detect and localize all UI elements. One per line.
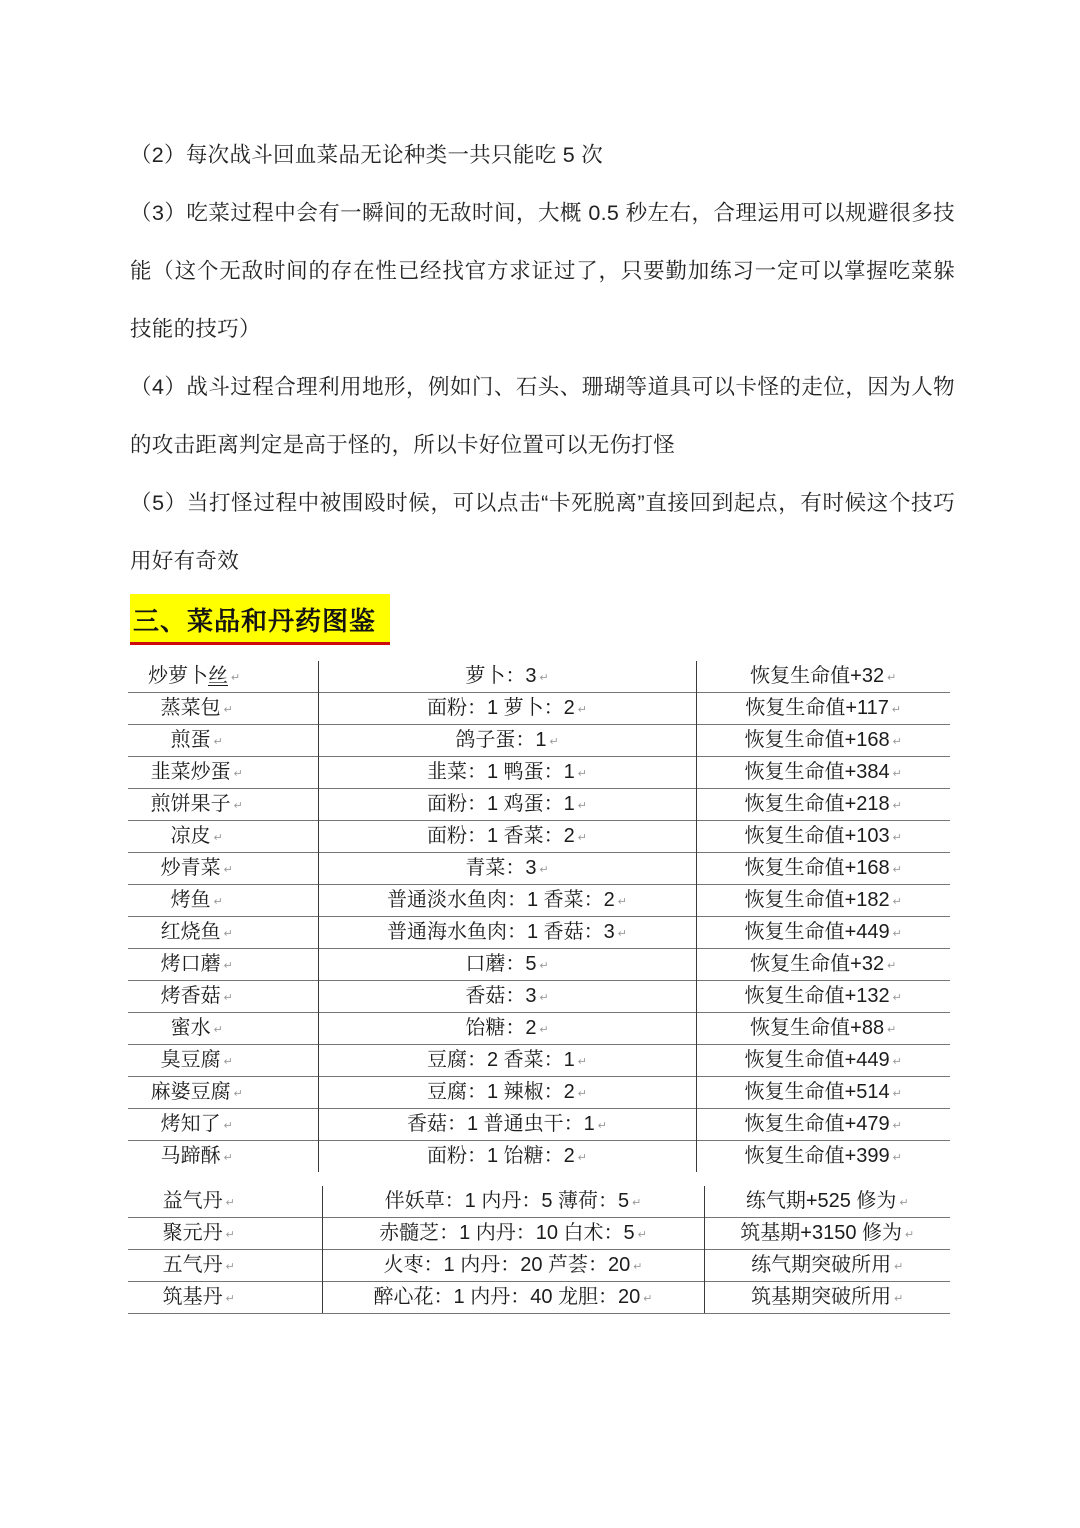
table-row	[128, 821, 950, 853]
table-row	[128, 885, 950, 917]
dish-recipe-cell: 豆腐：1 辣椒：2 ↵	[427, 1081, 587, 1103]
pill-recipe-cell: 火枣：1 内丹：20 芦荟：20 ↵	[384, 1254, 643, 1276]
table-row	[128, 757, 950, 789]
dish-recipe-cell: 普通海水鱼肉：1 香菇：3 ↵	[387, 921, 627, 943]
dish-recipe-cell: 青菜：3 ↵	[465, 857, 548, 879]
dish-recipe-cell: 面粉：1 饴糖：2 ↵	[427, 1145, 587, 1167]
pills-table	[128, 1186, 950, 1314]
table-row	[128, 917, 950, 949]
pill-name-cell: 益气丹 ↵	[163, 1190, 235, 1212]
table-row	[128, 1109, 950, 1141]
dish-name-cell: 烤鱼 ↵	[171, 889, 223, 911]
section-heading-row	[130, 594, 955, 645]
dish-effect-cell: 恢复生命值+168 ↵	[745, 857, 902, 879]
table-row	[128, 853, 950, 885]
pill-name-cell: 五气丹 ↵	[163, 1254, 235, 1276]
table-row	[128, 1077, 950, 1109]
table-row	[128, 1045, 950, 1077]
dish-effect-cell: 恢复生命值+88 ↵	[750, 1017, 896, 1039]
pill-effect-cell: 筑基期突破所用 ↵	[751, 1286, 903, 1308]
dish-name-cell: 煎饼果子 ↵	[151, 793, 243, 815]
dish-effect-cell: 恢复生命值+103 ↵	[745, 825, 902, 847]
dish-name-cell: 红烧鱼 ↵	[161, 921, 233, 943]
dish-name-cell: 韭菜炒蛋 ↵	[151, 761, 243, 783]
dish-name-cell: 煎蛋 ↵	[171, 729, 223, 751]
dish-name-cell: 炒萝卜丝 ↵	[148, 665, 240, 687]
dish-effect-cell: 恢复生命值+218 ↵	[745, 793, 902, 815]
dish-effect-cell: 恢复生命值+182 ↵	[745, 889, 902, 911]
dish-name-cell: 烤口蘑 ↵	[161, 953, 233, 975]
dish-effect-cell: 恢复生命值+384 ↵	[745, 761, 902, 783]
table-row	[128, 1013, 950, 1045]
underlined-text: 丝	[208, 665, 228, 687]
pill-name-cell: 筑基丹 ↵	[163, 1286, 235, 1308]
body-paragraph-5: （5）当打怪过程中被围殴时候，可以点击“卡死脱离”直接回到起点，有时候这个技巧用好有奇效	[130, 491, 955, 573]
table-row	[128, 1186, 950, 1218]
dish-recipe-cell: 萝卜：3 ↵	[465, 665, 548, 687]
table-row	[128, 1250, 950, 1282]
dish-effect-cell: 恢复生命值+32 ↵	[750, 665, 896, 687]
body-paragraph-3: （3）吃菜过程中会有一瞬间的无敌时间，大概 0.5 秒左右，合理运用可以规避很多技能（这个无敌时间的存在性已经找官方求证过了，只要勤加练习一定可以掌握吃菜躲技能的技巧）	[130, 201, 955, 341]
table-row	[128, 661, 950, 693]
table-row	[128, 1282, 950, 1314]
pill-effect-cell: 筑基期+3150 修为 ↵	[740, 1222, 914, 1244]
dish-recipe-cell: 豆腐：2 香菜：1 ↵	[427, 1049, 587, 1071]
dish-effect-cell: 恢复生命值+399 ↵	[745, 1145, 902, 1167]
dish-effect-cell: 恢复生命值+168 ↵	[745, 729, 902, 751]
dish-recipe-cell: 面粉：1 鸡蛋：1 ↵	[427, 793, 587, 815]
body-paragraph-2: （2）每次战斗回血菜品无论种类一共只能吃 5 次	[130, 143, 604, 167]
dish-recipe-cell: 香菇：1 普通虫干：1 ↵	[407, 1113, 607, 1135]
dish-recipe-cell: 普通淡水鱼肉：1 香菜：2 ↵	[387, 889, 627, 911]
body-paragraph-4: （4）战斗过程合理利用地形，例如门、石头、珊瑚等道具可以卡怪的走位，因为人物的攻击距离判定是高于怪的，所以卡好位置可以无伤打怪	[130, 375, 955, 457]
dish-name-cell: 凉皮 ↵	[171, 825, 223, 847]
table-row	[128, 725, 950, 757]
dish-name-cell: 烤香菇 ↵	[161, 985, 233, 1007]
dish-recipe-cell: 口蘑：5 ↵	[465, 953, 548, 975]
pill-recipe-cell: 伴妖草：1 内丹：5 薄荷：5 ↵	[385, 1190, 642, 1212]
dish-recipe-cell: 鸽子蛋：1 ↵	[455, 729, 558, 751]
section-heading: 三、菜品和丹药图鉴	[130, 594, 390, 645]
table-row	[128, 949, 950, 981]
dish-name-cell: 炒青菜 ↵	[161, 857, 233, 879]
table-row	[128, 1141, 950, 1173]
dish-recipe-cell: 饴糖：2 ↵	[465, 1017, 548, 1039]
dish-name-cell: 麻婆豆腐 ↵	[151, 1081, 243, 1103]
dish-effect-cell: 恢复生命值+32 ↵	[750, 953, 896, 975]
dish-effect-cell: 恢复生命值+449 ↵	[745, 921, 902, 943]
dish-name-cell: 烤知了 ↵	[161, 1113, 233, 1135]
dish-effect-cell: 恢复生命值+479 ↵	[745, 1113, 902, 1135]
dish-effect-cell: 恢复生命值+132 ↵	[745, 985, 902, 1007]
pill-effect-cell: 练气期+525 修为 ↵	[746, 1190, 909, 1212]
dish-recipe-cell: 韭菜：1 鸭蛋：1 ↵	[427, 761, 587, 783]
dish-effect-cell: 恢复生命值+514 ↵	[745, 1081, 902, 1103]
table-row	[128, 693, 950, 725]
dish-recipe-cell: 面粉：1 香菜：2 ↵	[427, 825, 587, 847]
pill-name-cell: 聚元丹 ↵	[163, 1222, 235, 1244]
dish-name-cell: 臭豆腐 ↵	[161, 1049, 233, 1071]
dish-name-cell: 蒸菜包 ↵	[161, 697, 233, 719]
table-row	[128, 981, 950, 1013]
dish-recipe-cell: 香菇：3 ↵	[465, 985, 548, 1007]
dish-name-cell: 蜜水 ↵	[171, 1017, 223, 1039]
dish-name-cell: 马蹄酥 ↵	[161, 1145, 233, 1167]
table-gap	[130, 1172, 955, 1186]
dish-effect-cell: 恢复生命值+449 ↵	[745, 1049, 902, 1071]
table-row	[128, 789, 950, 821]
pill-effect-cell: 练气期突破所用 ↵	[751, 1254, 903, 1276]
table-row	[128, 1218, 950, 1250]
dish-recipe-cell: 面粉：1 萝卜：2 ↵	[427, 697, 587, 719]
pill-recipe-cell: 赤髓芝：1 内丹：10 白术：5 ↵	[379, 1222, 647, 1244]
dish-effect-cell: 恢复生命值+117 ↵	[745, 697, 901, 719]
pill-recipe-cell: 醉心花：1 内丹：40 龙胆：20 ↵	[374, 1286, 653, 1308]
dishes-table	[128, 661, 950, 1172]
